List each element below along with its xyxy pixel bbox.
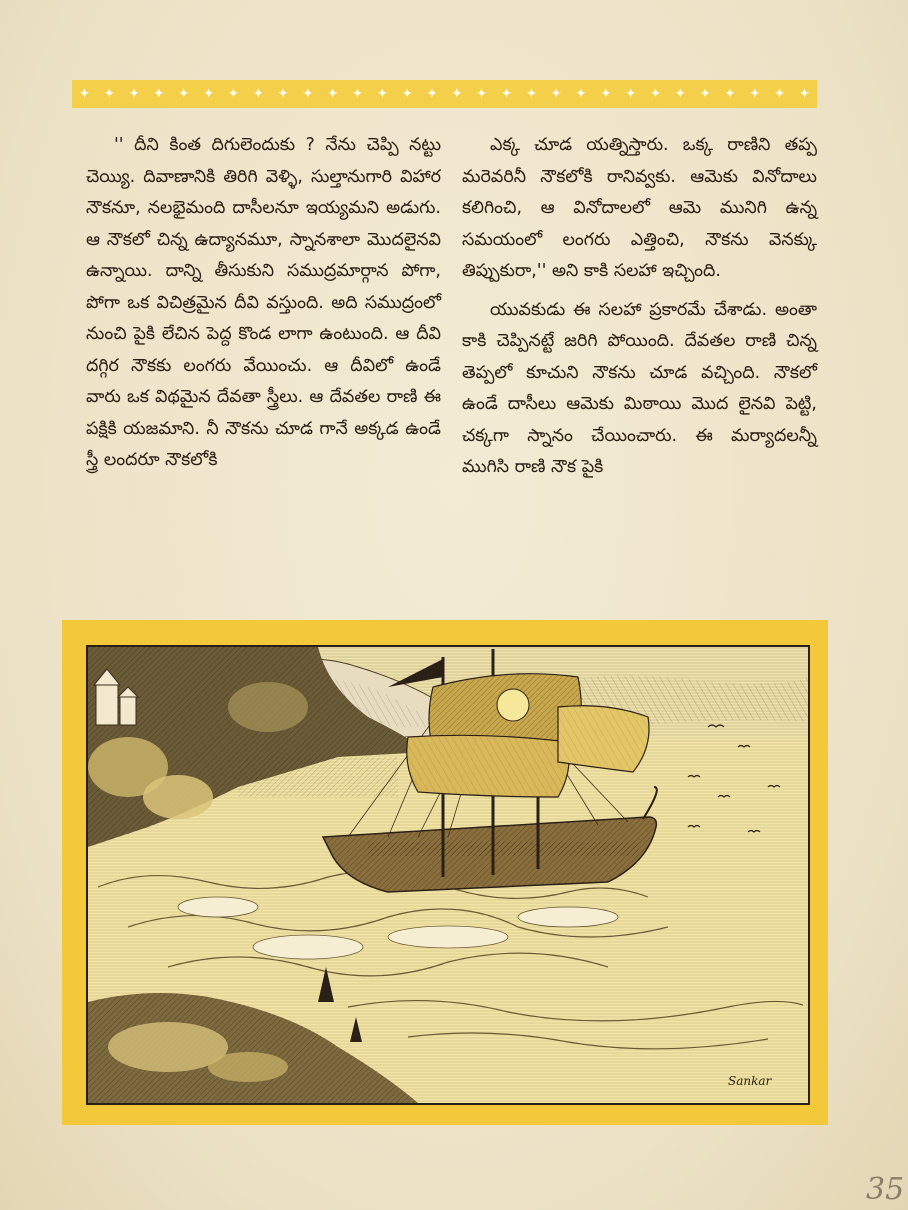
- border-glyph: ✦: [649, 86, 662, 102]
- border-glyph: ✦: [500, 86, 513, 102]
- border-glyph: ✦: [450, 86, 463, 102]
- border-glyph: ✦: [177, 86, 190, 102]
- border-glyph: ✦: [401, 86, 414, 102]
- border-glyph: ✦: [748, 86, 761, 102]
- sail-emblem: [497, 689, 529, 721]
- page-number: 35: [866, 1172, 905, 1207]
- border-glyph: ✦: [351, 86, 364, 102]
- border-glyph: ✦: [376, 86, 389, 102]
- border-glyph: ✦: [78, 86, 91, 102]
- border-glyph: ✦: [624, 86, 637, 102]
- artist-signature: Sankar: [728, 1074, 772, 1088]
- border-glyph: ✦: [724, 86, 736, 102]
- border-glyph: ✦: [699, 86, 711, 102]
- paragraph: ఎక్క చూడ యత్నిస్తారు. ఒక్క రాణిని తప్ప మరెవరినీ నౌకలోకి రానివ్వకు. ఆమెకు వినోదాలు కలిగించి, ఆ వినోదాలలో ఆమె మునిగి ఉన్న సమయంలో లంగరు ఎత్తించి, నౌకను వెనక్కు తిప్పుకురా,'' అని కాకి సలహా ఇచ్చింది.: [462, 135, 817, 281]
- border-glyph: ✦: [326, 86, 339, 102]
- border-glyph: ✦: [798, 86, 811, 102]
- decorative-border: [72, 80, 817, 108]
- text-column-left: [86, 130, 441, 484]
- border-glyph: ✦: [773, 86, 786, 102]
- border-glyph: ✦: [128, 86, 140, 102]
- ship-illustration: [86, 645, 810, 1105]
- border-glyph: ✦: [277, 86, 289, 102]
- border-glyph: ✦: [252, 86, 265, 102]
- text-column-right: [462, 130, 817, 491]
- paragraph: '' దీని కింత దిగులెందుకు ? నేను చెప్పి నట్టు చెయ్యి. దివాణానికి తిరిగి వెళ్ళి, సుల్తానుగారి విహార నౌకనూ, నలభైమంది దాసీలనూ ఇయ్యమని అడుగు. ఆ నౌకలో చిన్న ఉద్యానమూ, స్నానశాలా మొదలైనవి ఉన్నాయి. దాన్ని తీసుకుని సముద్రమార్గాన పోగా, పోగా ఒక విచిత్రమైన దీవి వస్తుంది. అది సముద్రంలో నుంచి పైకి లేచిన పెద్ద కొండ లాగా ఉంటుంది. ఆ దీవి దగ్గిర నౌకకు లంగరు వేయించు. ఆ దీవిలో ఉండే వారు ఒక విథమైన దేవతా స్త్రీలు. ఆ దేవతల రాణి ఈ పక్షికి యజమాని. నీ నౌకను చూడ గానే అక్కడ ఉండే స్త్రీ లందరూ నౌకలోకి: [86, 135, 441, 470]
- border-glyph: ✦: [575, 86, 587, 102]
- border-glyph: ✦: [674, 86, 687, 102]
- border-glyph: ✦: [599, 86, 612, 102]
- border-glyph: ✦: [550, 86, 563, 102]
- border-glyph: ✦: [153, 86, 165, 102]
- border-glyph: ✦: [227, 86, 240, 102]
- paragraph: యువకుడు ఈ సలహా ప్రకారమే చేశాడు. అంతా కాకి చెప్పినట్టే జరిగి పోయింది. దేవతల రాణి చిన్న తెప్పలో కూచుని నౌకను చూడ వచ్చింది. నౌకలో ఉండే దాసీలు ఆమెకు మిఠాయి మొద లైనవి పెట్టి, చక్కగా స్నానం చేయించారు. ఈ మర్యాదలన్నీ ముగిసి రాణి నౌక పైకి: [462, 299, 817, 477]
- border-glyph: ✦: [103, 86, 116, 102]
- border-glyph: ✦: [302, 86, 314, 102]
- border-glyph: ✦: [475, 86, 488, 102]
- border-glyph: ✦: [426, 86, 438, 102]
- border-glyph: ✦: [525, 86, 538, 102]
- border-glyph: ✦: [202, 86, 215, 102]
